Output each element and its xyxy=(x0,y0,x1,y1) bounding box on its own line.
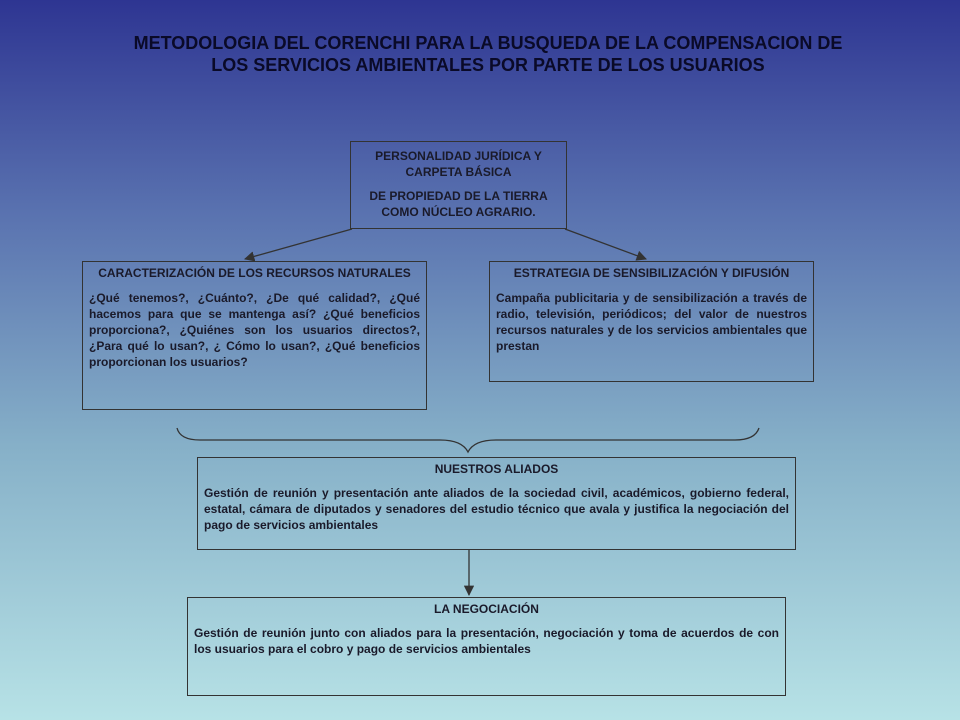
box-aliados-head: NUESTROS ALIADOS xyxy=(434,462,559,476)
box-negociacion-head: LA NEGOCIACIÓN xyxy=(434,602,539,616)
box-negociacion-body: Gestión de reunión junto con aliados para la presentación, negociación y toma de acuerdos de con los usuarios para el cobro y pago de servicios ambientales xyxy=(194,626,779,656)
box-estrategia xyxy=(489,261,814,382)
box-caracterizacion xyxy=(82,261,427,410)
arrow-to-caracterizacion xyxy=(245,229,352,259)
box-aliados-body: Gestión de reunión y presentación ante aliados de la sociedad civil, académicos, gobierno federal, estatal, cámara de diputados y senadores del estudio técnico que avala y justifica la negociación del pago de servicios ambientales xyxy=(204,486,789,532)
box-caracterizacion-body: ¿Qué tenemos?, ¿Cuánto?, ¿De qué calidad?, ¿Qué hacemos para que se mantenga así? ¿Qué beneficios proporciona?, ¿Quiénes son los usuarios directos?, ¿Para qué lo usan?, ¿ Cómo lo usan?, ¿Qué beneficios proporcionan los usuarios? xyxy=(89,291,420,369)
box-caracterizacion-head: CARACTERIZACIÓN DE LOS RECURSOS NATURALES xyxy=(98,266,411,280)
box-personalidad-body: DE PROPIEDAD DE LA TIERRA COMO NÚCLEO AGRARIO. xyxy=(369,189,548,219)
box-negociacion xyxy=(187,597,786,696)
box-personalidad-juridica xyxy=(350,141,567,229)
box-aliados xyxy=(197,457,796,550)
merge-brace xyxy=(177,428,759,452)
diagram-title: METODOLOGIA DEL CORENCHI PARA LA BUSQUEDA DE LA COMPENSACION DE LOS SERVICIOS AMBIENTALES POR PARTE DE LOS USUARIOS xyxy=(133,33,843,75)
box-personalidad-head: PERSONALIDAD JURÍDICA Y CARPETA BÁSICA xyxy=(375,149,542,179)
box-estrategia-head: ESTRATEGIA DE SENSIBILIZACIÓN Y DIFUSIÓN xyxy=(513,266,790,280)
box-estrategia-body: Campaña publicitaria y de sensibilización a través de radio, televisión, periódicos; del valor de nuestros recursos naturales y de los servicios ambientales que prestan xyxy=(496,291,807,353)
arrow-to-estrategia xyxy=(565,229,646,259)
